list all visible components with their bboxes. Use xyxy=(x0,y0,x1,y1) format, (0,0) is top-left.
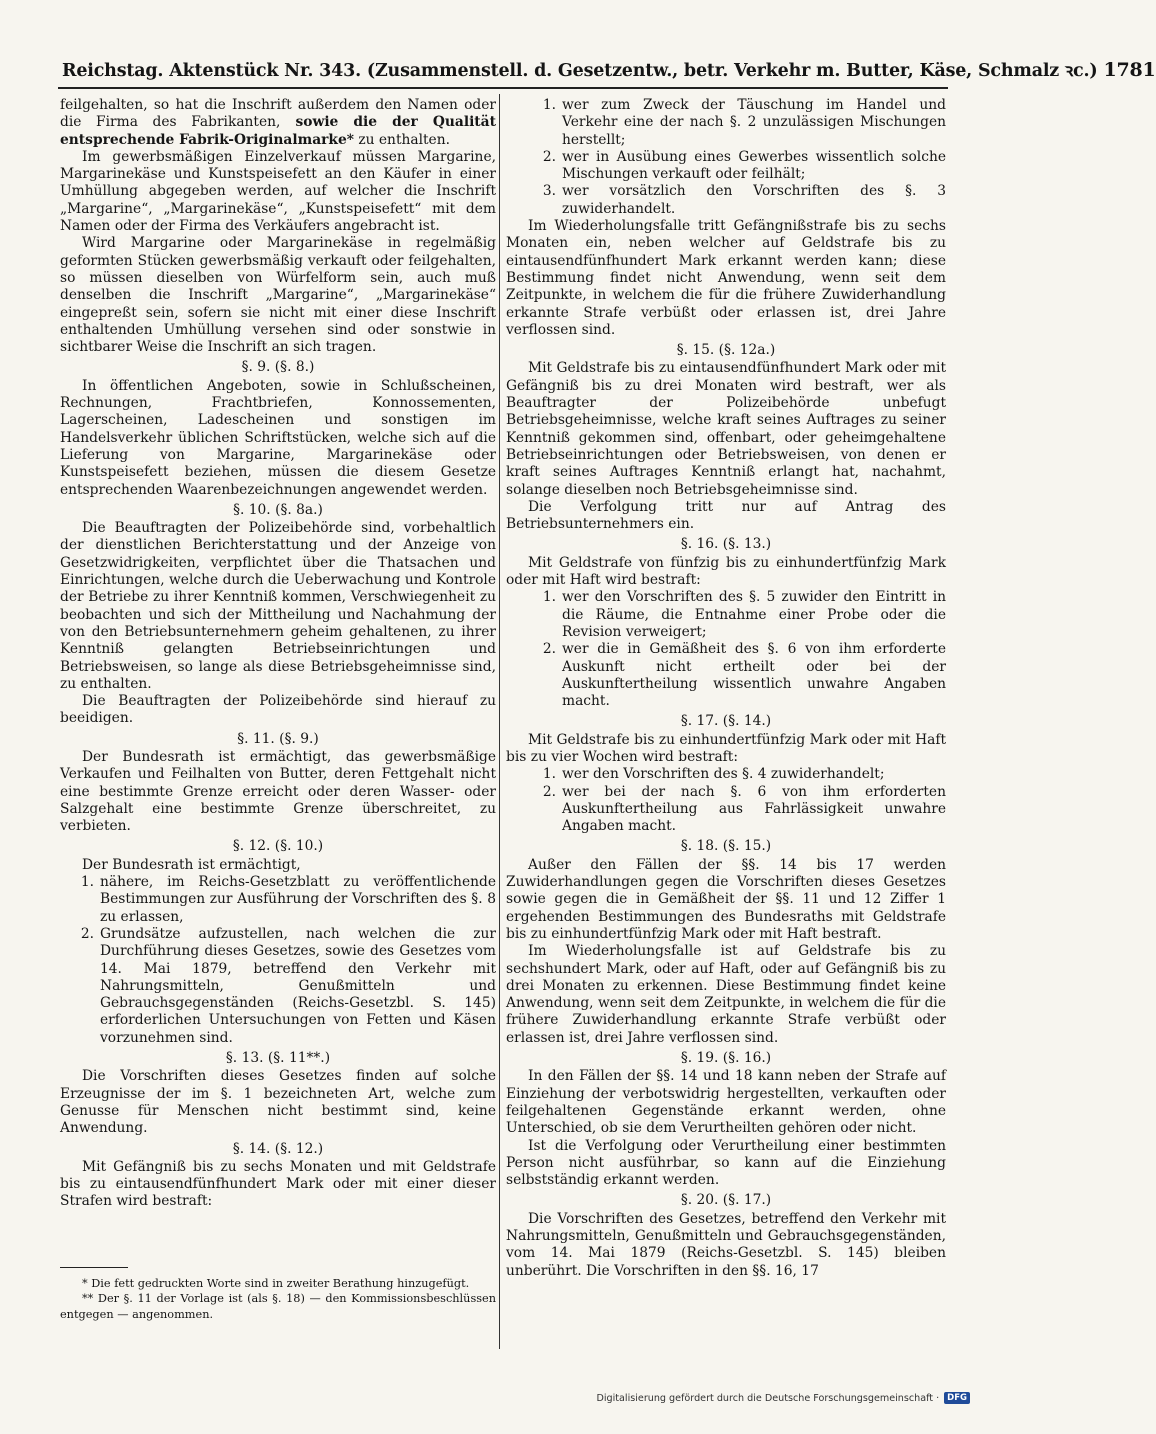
page-number: 1781 xyxy=(1103,59,1156,81)
paragraph: Die Vorschriften des Gesetzes, betreffend den Verkehr mit Nahrungsmitteln, Genußmitteln und Gebrauchsgegenständen, vom 14. Mai 1879 (Reichs-Gesetzbl. S. 145) bleiben unberührt. Die Vorschriften in den §§. 16, 17 xyxy=(506,1210,946,1279)
paragraph xyxy=(60,97,496,149)
list-text: nähere, im Reichs-Gesetzblatt zu veröffentlichende Bestimmungen zur Ausführung der Vorschriften des §. 8 zu erlassen, xyxy=(100,874,496,925)
digitization-credit xyxy=(596,1392,970,1404)
list-number: 1. xyxy=(542,766,556,783)
footnote xyxy=(60,1276,496,1292)
running-header xyxy=(62,58,1156,82)
paragraph: Mit Geldstrafe bis zu eintausendfünfhundert Mark oder mit Gefängniß bis zu drei Monaten wird bestraft, wer als Beauftragter der Polizeibehörde unbefugt Betriebsgeheimnisse, welche kraft seines Auftrages zu seiner Kenntniß gekommen sind, offenbart, oder geheimgehaltene Betriebseinrichtungen oder Betriebsweisen, von denen er kraft seines Auftrages Kenntniß erlangt hat, nachahmt, solange dieselben noch Betriebsgeheimnisse sind. xyxy=(506,360,946,498)
list-text: Grundsätze aufzustellen, nach welchen die zur Durchführung dieses Gesetzes, sowie des Gesetzes vom 14. Mai 1879, betreffend den Verkehr mit Nahrungsmitteln, Genußmitteln und Gebrauchsgegenständen (Reichs-Gesetzbl. S. 145) erforderlichen Untersuchungen von Fetten und Käsen vorzunehmen sind. xyxy=(100,925,496,1046)
footnote-text: Die fett gedruckten Worte sind in zweiter Berathung hinzugefügt. xyxy=(91,1276,470,1290)
paragraph: Der Bundesrath ist ermächtigt, xyxy=(82,856,301,873)
list-item xyxy=(506,97,946,149)
paragraph: Im gewerbsmäßigen Einzelverkauf müssen Margarine, Margarinekäse und Kunstspeisefett an den Käufer in einer Umhüllung abgegeben werden, auf welcher die Inschrift „Margarine“, „Margarinekäse“, „Kunstspeisefett“ mit dem Namen oder der Firma des Verkäufers angebracht ist. xyxy=(60,148,496,235)
footnote-text: Der §. 11 der Vorlage ist (als §. 18) — den Kommissionsbeschlüssen entgegen — angenommen. xyxy=(60,1292,497,1321)
paragraph: Wird Margarine oder Margarinekäse in regelmäßig geformten Stücken gewerbsmäßig verkauft oder feilgehalten, so müssen dieselben von Würfelform sein, auch muß denselben die Inschrift „Margarine“, „Margarinekäse“ eingepreßt sein, sofern sie nicht mit einer diese Inschrift enthaltenden Umhüllung versehen sind oder sonstwie in sichtbarer Weise die Inschrift an sich tragen. xyxy=(60,235,496,356)
footnote-mark: ** xyxy=(82,1292,98,1306)
list-number: 1. xyxy=(542,97,556,113)
list-text: wer vorsätzlich den Vorschriften des §. 3 zuwiderhandelt. xyxy=(562,183,946,217)
right-column xyxy=(506,97,946,1280)
footnote-rule xyxy=(60,1267,128,1268)
list-number: 1. xyxy=(542,589,556,606)
section-heading: §. 19. (§. 16.) xyxy=(680,1050,772,1067)
list-item xyxy=(506,766,946,783)
paragraph: Die Verfolgung tritt nur auf Antrag des Betriebsunternehmers ein. xyxy=(506,498,946,533)
paragraph: In den Fällen der §§. 14 und 18 kann neben der Strafe auf Einziehung der verbotswidrig hergestellten, verkauften oder feilgehaltenen Gegenstände erkannt werden, ohne Unterschied, ob sie dem Verurtheilten gehören oder nicht. xyxy=(506,1068,946,1137)
section-heading: §. 11. (§. 9.) xyxy=(237,730,319,747)
list-text: wer die in Gemäßheit des §. 6 von ihm erforderte Auskunft nicht ertheilt oder bei der Auskunftertheilung wissentlich unwahre Angaben macht. xyxy=(562,641,946,710)
paragraph: Außer den Fällen der §§. 14 bis 17 werden Zuwiderhandlungen gegen die Vorschriften dieses Gesetzes sowie gegen die in Gemäßheit der §§. 11 und 12 Ziffer 1 ergehenden Bestimmungen des Bundesraths mit Geldstrafe bis zu einhundertfünfzig Mark oder mit Haft bestraft. xyxy=(506,856,946,942)
list-item xyxy=(506,183,946,218)
paragraph: Ist die Verfolgung oder Verurtheilung einer bestimmten Person nicht ausführbar, so kann auf die Einziehung selbstständig erkannt werden. xyxy=(506,1137,946,1189)
section-heading: §. 20. (§. 17.) xyxy=(680,1192,772,1209)
list-item xyxy=(506,149,946,184)
section-heading: §. 18. (§. 15.) xyxy=(680,838,772,855)
list-number: 2. xyxy=(542,148,556,165)
list-number: 2. xyxy=(80,925,94,942)
paragraph: In öffentlichen Angeboten, sowie in Schlußscheinen, Rechnungen, Frachtbriefen, Konnossementen, Lagerscheinen, Ladescheinen und sonstigen im Handelsverkehr üblichen Schriftstücken, welche sich auf die Lieferung von Margarine, Margarinekäse oder Kunstspeisefett beziehen, müssen die diesem Gesetze entsprechenden Waarenbezeichnungen angewendet werden. xyxy=(60,377,496,498)
header-rule xyxy=(58,87,948,89)
list-text: wer den Vorschriften des §. 5 zuwider den Eintritt in die Räume, die Entnahme einer Probe oder die Revision verweigert; xyxy=(562,589,946,640)
left-column xyxy=(60,97,496,1322)
section-heading: §. 17. (§. 14.) xyxy=(680,713,772,730)
footnote-mark: * xyxy=(82,1276,92,1290)
paragraph: Die Beauftragten der Polizeibehörde sind, vorbehaltlich der dienstlichen Berichterstattung und der Anzeige von Gesetzwidrigkeiten, verpflichtet über die Thatsachen und Einrichtungen, welche durch die Ueberwachung und Kontrole der Betriebe zu ihrer Kenntniß kommen, Verschwiegenheit zu beobachten und sich der Mittheilung und Nachahmung der von den Betriebsunternehmern geheim gehaltenen, zu ihrer Kenntniß gelangten Betriebseinrichtungen und Betriebsweisen, so lange als diese Betriebsgeheimnisse sind, zu enthalten. xyxy=(60,520,496,692)
paragraph: Der Bundesrath ist ermächtigt, das gewerbsmäßige Verkaufen und Feilhalten von Butter, deren Fettgehalt nicht eine bestimmte Grenze erreicht oder deren Wasser- oder Salzgehalt eine bestimmte Grenze überschreitet, zu verbieten. xyxy=(60,748,496,835)
paragraph-text: zu enthalten. xyxy=(353,131,450,148)
footnote xyxy=(60,1291,496,1322)
header-title: Reichstag. Aktenstück Nr. 343. (Zusammenstell. d. Gesetzentw., betr. Verkehr m. Butter, Käse, Schmalz ꝛc.) xyxy=(62,61,1098,81)
section-heading: §. 15. (§. 12a.) xyxy=(676,342,776,359)
section-heading: §. 12. (§. 10.) xyxy=(232,838,324,855)
list-text: wer in Ausübung eines Gewerbes wissentlich solche Mischungen verkauft oder feilhält; xyxy=(562,148,946,183)
paragraph: Im Wiederholungsfalle ist auf Geldstrafe bis zu sechshundert Mark, oder auf Haft, oder auf Gefängniß bis zu drei Monaten zu erkennen. Diese Bestimmung findet keine Anwendung, wenn seit dem Zeitpunkte, in welchem die für die frühere Zuwiderhandlung erkannte Strafe verbüßt oder erlassen ist, drei Jahre verflossen sind. xyxy=(506,943,946,1046)
list-text: wer zum Zweck der Täuschung im Handel und Verkehr eine der nach §. 2 unzulässigen Mischungen herstellt; xyxy=(562,97,946,148)
section-heading: §. 9. (§. 8.) xyxy=(241,359,315,376)
bold-insertion: sowie die der Qualität entsprechende Fabrik-Originalmarke* xyxy=(60,114,496,148)
credit-text: Digitalisierung gefördert durch die Deutsche Forschungsgemeinschaft · xyxy=(596,1392,940,1404)
list-text: wer bei der nach §. 6 von ihm erforderten Auskunftertheilung aus Fahrlässigkeit unwahre Angaben macht. xyxy=(562,783,946,835)
paragraph: Im Wiederholungsfalle tritt Gefängnißstrafe bis zu sechs Monaten ein, neben welcher auf Geldstrafe bis zu eintausendfünfhundert Mark erkannt werden kann; diese Bestimmung findet nicht Anwendung, wenn seit dem Zeitpunkte, in welchem die für die frühere Zuwiderhandlung erkannte Strafe verbüßt oder erlassen ist, drei Jahre verflossen sind. xyxy=(506,218,946,338)
paragraph: Mit Geldstrafe von fünfzig bis zu einhundertfünfzig Mark oder mit Haft wird bestraft: xyxy=(506,554,946,589)
list-item xyxy=(506,784,946,836)
list-number: 1. xyxy=(80,874,94,891)
list-number: 3. xyxy=(542,183,556,200)
paragraph: Mit Gefängniß bis zu sechs Monaten und mit Geldstrafe bis zu eintausendfünfhundert Mark oder mit einer dieser Strafen wird bestraft: xyxy=(60,1158,496,1210)
paragraph: Mit Geldstrafe bis zu einhundertfünfzig Mark oder mit Haft bis zu vier Wochen wird bestraft: xyxy=(506,731,946,765)
section-heading: §. 14. (§. 12.) xyxy=(232,1140,324,1157)
section-heading: §. 16. (§. 13.) xyxy=(680,536,772,553)
paragraph: Die Beauftragten der Polizeibehörde sind hierauf zu beeidigen. xyxy=(60,693,496,727)
section-heading: §. 10. (§. 8a.) xyxy=(233,501,323,518)
column-divider xyxy=(499,94,500,1349)
list-item xyxy=(60,926,496,1047)
list-text: wer den Vorschriften des §. 4 zuwiderhandelt; xyxy=(562,766,885,783)
list-number: 2. xyxy=(542,783,556,800)
paragraph-text: feilgehalten, so hat die Inschrift außerdem den Namen oder die Firma des Fabrikanten, xyxy=(60,97,496,131)
list-item xyxy=(60,874,496,926)
paragraph: Die Vorschriften dieses Gesetzes finden auf solche Erzeugnisse der im §. 1 bezeichneten Art, welche zum Genusse für Menschen nicht bestimmt sind, keine Anwendung. xyxy=(60,1068,496,1137)
list-item xyxy=(506,589,946,641)
dfg-logo: DFG xyxy=(944,1392,970,1404)
list-number: 2. xyxy=(542,641,556,658)
list-item xyxy=(506,641,946,710)
section-heading: §. 13. (§. 11**.) xyxy=(225,1050,331,1067)
